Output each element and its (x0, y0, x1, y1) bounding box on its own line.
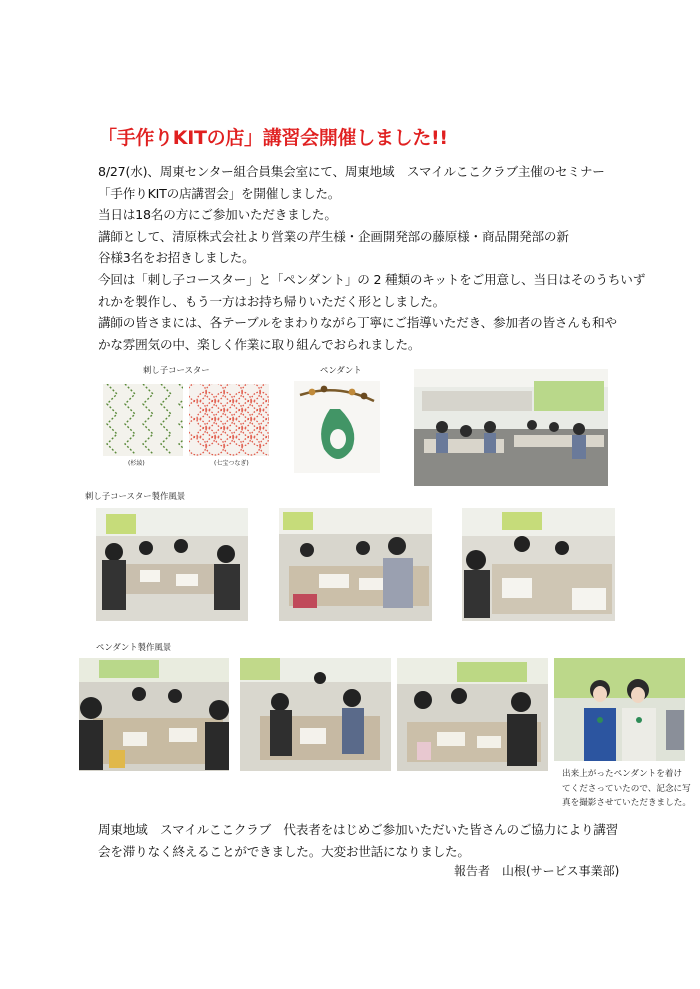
note-line: てくださっていたので、記念に写 (562, 783, 691, 794)
pendant-scene-photo-3 (397, 658, 548, 771)
coaster-right-caption: (七宝つなぎ) (214, 460, 249, 467)
closing-line: 周東地域 スマイルここクラブ 代表者をはじめご参加いただいた皆さんのご協力により講習 (98, 822, 619, 837)
coaster-scene-photo-1 (96, 508, 248, 621)
intro-line: 講師として、清原株式会社より営業の芹生様・企画開発部の藤原様・商品開発部の新 (98, 228, 569, 244)
finished-pendant-photo (554, 658, 685, 761)
coaster-photo-shippo (189, 384, 269, 456)
pendant-scene-photo-1 (79, 658, 229, 771)
intro-line: 今回は「刺し子コースター」と「ペンダント」の 2 種類のキットをご用意し、当日はそのうちいず (98, 271, 646, 287)
pendant-photo (294, 381, 380, 473)
coaster-scene-caption: 刺し子コースター製作風景 (85, 491, 186, 501)
note-line: 出来上がったペンダントを着け (562, 769, 683, 779)
coaster-scene-photo-3 (462, 508, 615, 621)
coaster-photo-sugiaya (103, 384, 183, 456)
intro-line: 講師の皆さまには、各テーブルをまわりながら丁寧にご指導いただき、参加者の皆さんも和や (98, 315, 617, 331)
intro-paragraph (98, 161, 646, 355)
seminar-room-photo (414, 369, 608, 486)
finished-pendant-note (562, 767, 691, 811)
coaster-left-caption: (杉綾) (128, 460, 145, 467)
pendant-caption: ペンダント (320, 365, 362, 375)
closing-paragraph (98, 819, 619, 862)
intro-line: れかを製作し、もう一方はお持ち帰りいただく形としました。 (98, 293, 446, 309)
intro-line: 当日は18名の方にご参加いただきました。 (98, 207, 337, 223)
closing-line: 会を滞りなく終えることができました。大変お世話になりました。 (98, 843, 470, 859)
pendant-scene-caption: ペンダント製作風景 (96, 642, 172, 652)
note-line: 真を撮影させていただきました。 (562, 798, 691, 808)
intro-line: かな雰囲気の中、楽しく作業に取り組んでおられました。 (98, 336, 421, 352)
intro-line: 「手作りKITの店講習会」を開催しました。 (98, 185, 341, 201)
coaster-scene-photo-2 (279, 508, 432, 621)
coaster-caption: 刺し子コースター (143, 365, 210, 375)
intro-line: 8/27(水)、周東センター組合員集会室にて、周東地域 スマイルここクラブ主催のセミナー (98, 164, 605, 179)
page-title: 「手作りKITの店」講習会開催しました!! (98, 127, 448, 149)
intro-line: 谷様3名をお招きしました。 (98, 250, 255, 266)
reporter-signature: 報告者 山根(サービス事業部) (454, 864, 620, 878)
pendant-scene-photo-2 (240, 658, 391, 771)
